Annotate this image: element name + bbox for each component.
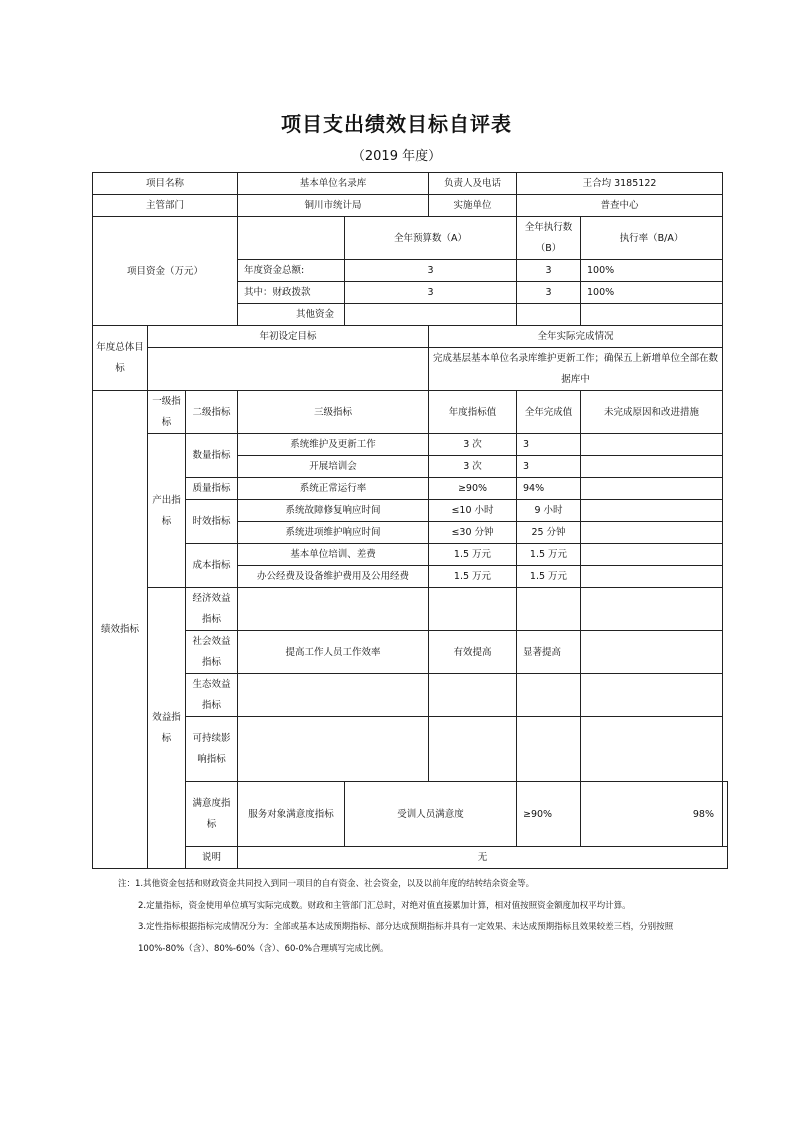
indicator-actual: 98% [581, 782, 723, 847]
page-subtitle: （2019 年度） [351, 149, 442, 164]
indicator-target: ≤30 分钟 [429, 522, 517, 544]
table-row [93, 674, 728, 717]
table-row [93, 717, 728, 782]
funds-col-exec: 全年执行数（B） [517, 217, 581, 260]
funds-budget: 3 [345, 282, 517, 304]
goal-col-initial: 年初设定目标 [148, 326, 429, 348]
social-label: 社会效益指标 [186, 631, 238, 674]
cost-label: 成本指标 [186, 544, 238, 588]
remark-label: 说明 [186, 847, 238, 869]
contact-label: 负责人及电话 [429, 173, 517, 195]
goal-label: 年度总体目标 [93, 326, 148, 391]
indicator-name: 基本单位培训、差费 [238, 544, 429, 566]
funds-row-label: 其中：财政拨款 [238, 282, 345, 304]
indicator-target: ≤10 小时 [429, 500, 517, 522]
funds-budget: 3 [345, 260, 517, 282]
table-row [93, 391, 728, 434]
funds-exec: 3 [517, 260, 581, 282]
page-title: 项目支出绩效目标自评表 [281, 112, 512, 136]
footnote: 注：1.其他资金包括和财政资金共同投入到同一项目的自有资金、社会资金，以及以前年度的结转结余资金等。 [118, 879, 535, 889]
footnotes [118, 874, 718, 960]
quantity-label: 数量指标 [186, 434, 238, 478]
project-name-value: 基本单位名录库 [238, 173, 429, 195]
indicator-actual: 显著提高 [517, 631, 581, 674]
contact-value: 王合均 3185122 [517, 173, 723, 195]
indicator-name: 办公经费及设备维护费用及公用经费 [238, 566, 429, 588]
funds-label: 项目资金（万元） [93, 217, 238, 326]
funds-rate: 100% [581, 260, 723, 282]
goal-initial [148, 348, 429, 391]
indicator-name: 系统维护及更新工作 [238, 434, 429, 456]
timeliness-label: 时效指标 [186, 500, 238, 544]
indicator-actual: 9 小时 [517, 500, 581, 522]
indicator-target: 1.5 万元 [429, 544, 517, 566]
indicator-actual: 1.5 万元 [517, 544, 581, 566]
table-row [93, 478, 728, 500]
indicator-target: 3 次 [429, 434, 517, 456]
funds-exec: 3 [517, 282, 581, 304]
table-row [93, 500, 728, 522]
indicator-actual: 3 [517, 456, 581, 478]
indicator-actual: 1.5 万元 [517, 566, 581, 588]
economic-label: 经济效益指标 [186, 588, 238, 631]
funds-col-rate: 执行率（B/A） [581, 217, 723, 260]
dept-label: 主管部门 [93, 195, 238, 217]
satisfaction-label: 满意度指标 [186, 782, 238, 847]
col-actual: 全年完成值 [517, 391, 581, 434]
indicator-target: ≥90% [517, 782, 581, 847]
funds-rate: 100% [581, 282, 723, 304]
table-row [93, 195, 728, 217]
output-label: 产出指标 [148, 434, 186, 588]
sustain-label: 可持续影响指标 [186, 717, 238, 782]
dept-value: 铜川市统计局 [238, 195, 429, 217]
indicator-actual: 3 [517, 434, 581, 456]
project-name-label: 项目名称 [93, 173, 238, 195]
ecological-label: 生态效益指标 [186, 674, 238, 717]
table-row [93, 326, 728, 348]
indicator-target: 1.5 万元 [429, 566, 517, 588]
indicator-name: 开展培训会 [238, 456, 429, 478]
table-row [93, 348, 728, 391]
funds-rate [581, 304, 723, 326]
funds-budget [345, 304, 517, 326]
quality-label: 质量指标 [186, 478, 238, 500]
goal-col-actual: 全年实际完成情况 [429, 326, 723, 348]
service-label: 服务对象满意度指标 [238, 782, 345, 847]
indicator-actual: 25 分钟 [517, 522, 581, 544]
indicator-name: 提高工作人员工作效率 [238, 631, 429, 674]
indicator-target: 3 次 [429, 456, 517, 478]
indicator-target: 有效提高 [429, 631, 517, 674]
indicators-label: 绩效指标 [93, 391, 148, 869]
indicator-name: 系统进项维护响应时间 [238, 522, 429, 544]
benefit-label: 效益指标 [148, 588, 186, 869]
indicator-target: ≥90% [429, 478, 517, 500]
table-row [93, 217, 728, 260]
impl-label: 实施单位 [429, 195, 517, 217]
indicator-name: 系统正常运行率 [238, 478, 429, 500]
evaluation-table [92, 172, 728, 869]
indicator-name: 受训人员满意度 [345, 782, 517, 847]
table-row [93, 782, 728, 847]
remark-value: 无 [238, 847, 728, 869]
footnote: 3.定性指标根据指标完成情况分为：全部或基本达成预期指标、部分达成预期指标并具有一定效果、未达成预期指标且效果较差三档，分别按照 100%-80%（含）、80%-60%（含）、60-0%合理填写完成比例。 [138, 922, 674, 954]
col-level2: 二级指标 [186, 391, 238, 434]
goal-actual: 完成基层基本单位名录库维护更新工作；确保五上新增单位全部在数据库中 [429, 348, 723, 391]
table-row [93, 544, 728, 566]
indicator-name: 系统故障修复响应时间 [238, 500, 429, 522]
table-row [93, 434, 728, 456]
footnote: 2.定量指标，资金使用单位填写实际完成数。财政和主管部门汇总时，对绝对值直接累加计算，相对值按照资金额度加权平均计算。 [138, 900, 631, 911]
table-row [93, 588, 728, 631]
indicator-actual: 94% [517, 478, 581, 500]
funds-col-budget: 全年预算数（A） [345, 217, 517, 260]
col-target: 年度指标值 [429, 391, 517, 434]
col-level1: 一级指标 [148, 391, 186, 434]
col-level3: 三级指标 [238, 391, 429, 434]
funds-row-label: 其他资金 [238, 304, 345, 326]
funds-row-label: 年度资金总额: [238, 260, 345, 282]
impl-value: 普查中心 [517, 195, 723, 217]
table-row [93, 847, 728, 869]
table-row [93, 173, 728, 195]
funds-exec [517, 304, 581, 326]
col-reason: 未完成原因和改进措施 [581, 391, 723, 434]
table-row [93, 631, 728, 674]
